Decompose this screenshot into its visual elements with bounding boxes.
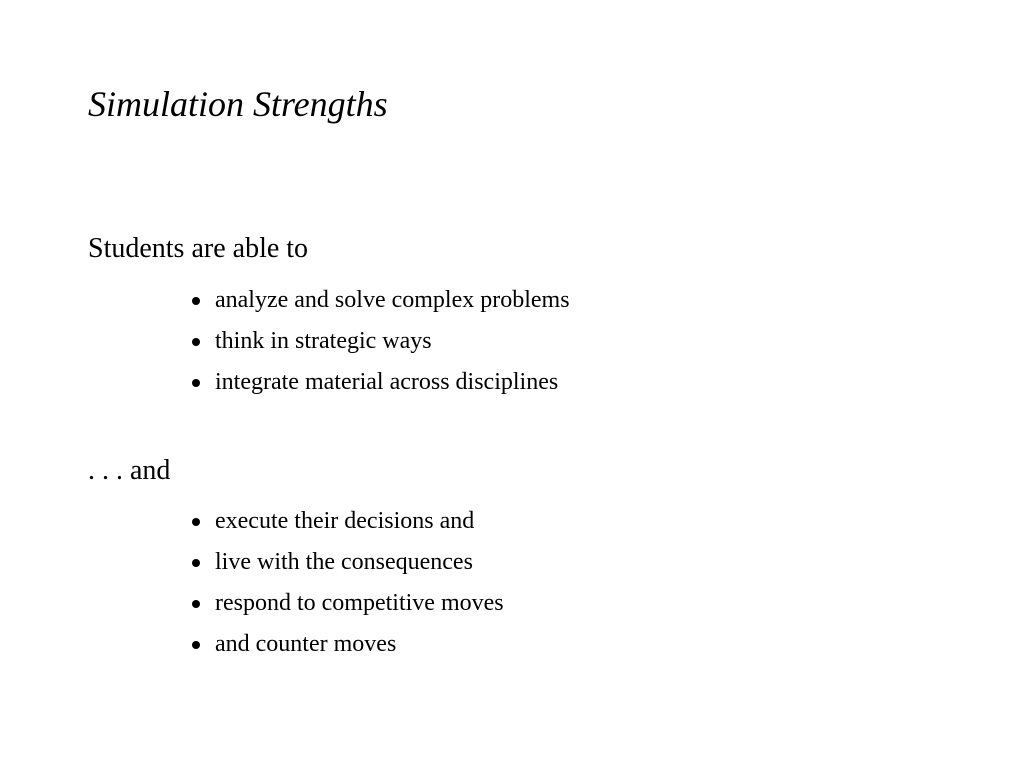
bullet-item — [190, 321, 570, 362]
bullet-text: respond to competitive moves — [215, 590, 504, 616]
bullet-icon — [192, 559, 200, 567]
bullet-item — [190, 362, 570, 403]
bullet-text: think in strategic ways — [215, 328, 432, 354]
bullet-item — [190, 501, 504, 542]
bullet-item — [190, 624, 504, 665]
bullet-item — [190, 583, 504, 624]
section-heading-and: . . . and — [88, 455, 171, 486]
bullet-icon — [192, 338, 200, 346]
bullet-item — [190, 280, 570, 321]
slide-title: Simulation Strengths — [88, 84, 388, 124]
bullet-list-actions — [190, 501, 504, 665]
bullet-icon — [192, 600, 200, 608]
bullet-icon — [192, 641, 200, 649]
bullet-text: execute their decisions and — [215, 508, 475, 534]
bullet-text: live with the consequences — [215, 549, 473, 575]
bullet-icon — [192, 518, 200, 526]
section-heading-students: Students are able to — [88, 233, 309, 264]
bullet-text: and counter moves — [215, 631, 397, 657]
bullet-item — [190, 542, 504, 583]
bullet-text: analyze and solve complex problems — [215, 287, 570, 313]
bullet-icon — [192, 297, 200, 305]
bullet-list-abilities — [190, 280, 570, 403]
bullet-icon — [192, 379, 200, 387]
bullet-text: integrate material across disciplines — [215, 369, 559, 395]
